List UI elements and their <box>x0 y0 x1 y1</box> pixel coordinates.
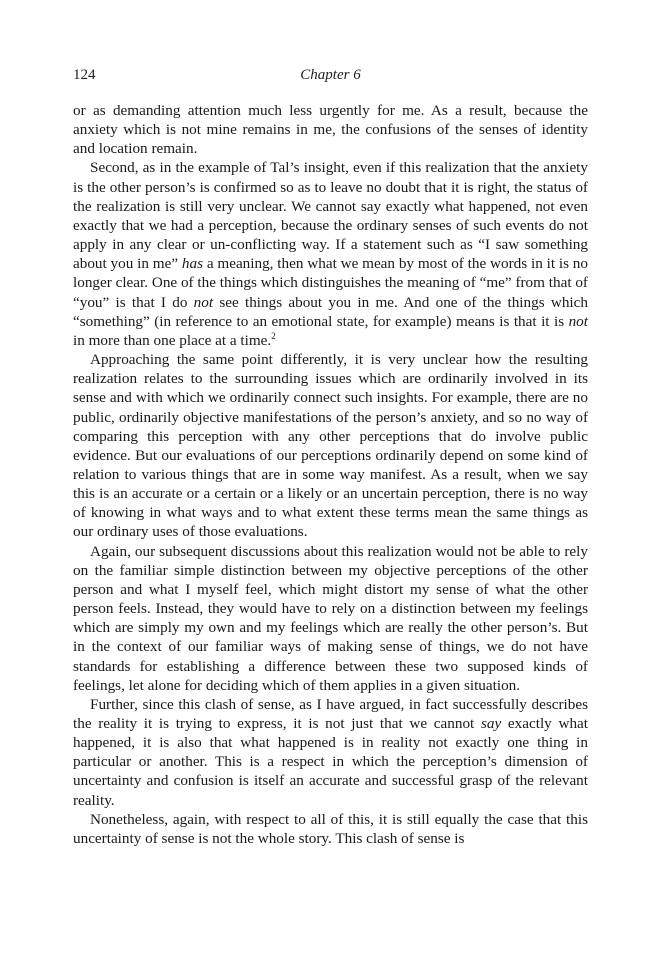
body-text <box>73 101 588 848</box>
paragraph <box>73 810 588 848</box>
paragraph-text: Further, since this clash of sense, as I have argued, in fact successfully describes the reality it is trying to express, it is not just that we cannot <box>73 695 588 732</box>
emphasis-text: not <box>193 293 214 311</box>
paragraph <box>73 695 588 810</box>
paragraph-text: a meaning, then what we mean by most of the words in it is no longer clear. One of the things which distinguishes the meaning of “me” from that of “you” is that I do <box>73 255 588 311</box>
paragraph-text: Approaching the same point differently, it is very unclear how the resulting realization relates to the surrounding issues which are ordinarily involved in its sense and with which we ordinarily connect such insights. For example, there are no public, ordinarily objective manifestations of the person’s anxiety, and so no way of comparing this perception with any other perceptions that do involve public evidence. But our evaluations of our perceptions ordinarily depend on some kind of relation to various things that are in some way manifest. As a result, when we say this is an accurate or a certain or a likely or an uncertain perception, there is no way of knowing in what ways and to what extent these terms mean the same things as our ordinary uses of those evaluations. <box>73 351 588 541</box>
paragraph <box>73 542 588 695</box>
emphasis-text: has <box>181 255 204 273</box>
paragraph <box>73 350 588 542</box>
paragraph-text: or as demanding attention much less urgently for me. As a result, because the anxiety which is not mine remains in me, the confusions of the senses of identity and location remain. <box>73 102 588 158</box>
emphasis-text: say <box>480 715 502 732</box>
paragraph-text: Second, as in the example of Tal’s insight, even if this realization that the anxiety is the other person’s is confirmed so as to leave no doubt that it is right, the status of the realization is still very unclear. We cannot say exactly what happened, not even exactly that we had a perception, because the ordinary senses of such events do not apply in any clear or un-conflicting way. If a statement such as “I saw something about you in me” <box>73 159 588 273</box>
page-header <box>73 67 588 87</box>
paragraph <box>73 158 588 350</box>
paragraph <box>73 101 588 158</box>
paragraph-text: Nonetheless, again, with respect to all of this, it is still equally the case that this uncertainty of sense is not the whole story. This clash of sense is <box>73 810 588 847</box>
paragraph-text: exactly what happened, it is also that what happened is in reality not exactly one thing in particular or another. This is a respect in which the perception’s dimension of uncertainty and confusion is itself an accurate and successful grasp of the relevant reality. <box>73 715 588 809</box>
paragraph-text: see things about you in me. And one of the things which “something” (in reference to an emotional state, for example) means is that it is <box>73 293 588 330</box>
footnote-marker: 2 <box>271 330 276 341</box>
running-head: Chapter 6 <box>300 67 361 83</box>
page-number: 124 <box>73 67 96 83</box>
paragraph-text: in more than one place at a time. <box>73 331 272 349</box>
emphasis-text: not <box>568 312 588 330</box>
paragraph-text: Again, our subsequent discussions about this realization would not be able to rely on the familiar simple distinction between my objective perceptions of the other person and what I myself feel, which might distort my sense of what the other person feels. Instead, they would have to rely on a distinction between my feelings which are simply my own and my feelings which are really the other person’s. But in the context of our familiar ways of making sense of things, we do not have standards for establishing a difference between these two supposed kinds of feelings, let alone for deciding which of them applies in a given situation. <box>73 542 588 694</box>
